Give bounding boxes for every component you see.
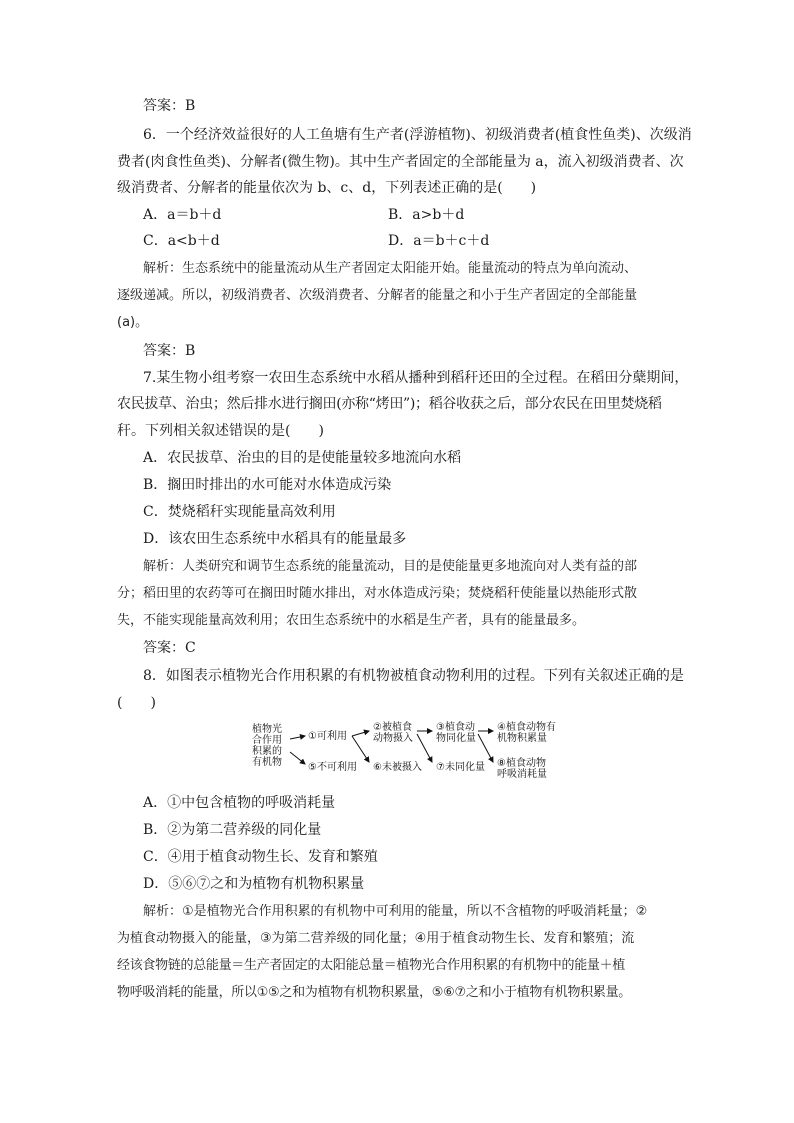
q6-explanation-3: (a)。: [117, 315, 149, 330]
q6-explanation-1: 解析：生态系统中的能量流动从生产者固定太阳能开始。能量流动的特点为单向流动、: [143, 261, 638, 276]
diagram-node-ingested-2: 动物摄入: [373, 733, 413, 744]
q7-explanation-3: 失，不能实现能量高效利用；农田生态系统中的水稻是生产者，具有的能量最多。: [117, 613, 586, 628]
diagram-source-4: 有机物: [252, 757, 282, 768]
q7-explanation-2: 分；稻田里的农药等可在搁田时随水排出，对水体造成污染；焚烧稻秆使能量以热能形式散: [117, 586, 638, 601]
q6-explanation-2: 逐级递减。所以，初级消费者、次级消费者、分解者的能量之和小于生产者固定的全部能量: [117, 288, 638, 303]
q8-option-a: A．①中包含植物的呼吸消耗量: [143, 795, 336, 811]
q6-line-1: 6．一个经济效益很好的人工鱼塘有生产者(浮游植物)、初级消费者(植食性鱼类)、次级消: [143, 127, 692, 143]
arrow-to-unusable: [290, 752, 305, 764]
q6-option-b: B．a>b＋d: [388, 207, 465, 223]
arrow-to-not-ingested: [352, 736, 369, 762]
q7-option-d: D．该农田生态系统中水稻具有的能量最多: [143, 531, 407, 547]
diagram-node-not-assimilated: ⑦未同化量: [436, 762, 485, 773]
diagram-node-respiration-1: ⑧植食动物: [497, 758, 546, 769]
diagram-node-accumulated-2: 机物积累量: [497, 733, 547, 744]
q7-line-3: 秆。下列相关叙述错误的是( ): [117, 423, 324, 439]
q7-option-a: A．农民拔草、治虫的目的是使能量较多地流向水稻: [143, 450, 462, 466]
q8-explanation-1: 解析：①是植物光合作用积累的有机物中可利用的能量，所以不含植物的呼吸消耗量；②: [143, 904, 648, 919]
q7-option-c: C．焚烧稻秆实现能量高效利用: [143, 504, 336, 520]
q7-line-1: 7.某生物小组考察一农田生态系统中水稻从播种到稻秆还田的全过程。在稻田分蘖期间，: [143, 370, 689, 386]
arrow-to-usable: [290, 736, 305, 739]
arrow-to-not-assimilated: [417, 734, 432, 762]
q8-option-d: D．⑤⑥⑦之和为植物有机物积累量: [143, 876, 365, 892]
q7-option-b: B．搁田时排出的水可能对水体造成污染: [143, 477, 392, 493]
q8-line-1: 8．如图表示植物光合作用积累的有机物被植食动物利用的过程。下列有关叙述正确的是: [143, 668, 684, 684]
q6-line-3: 级消费者、分解者的能量依次为 b、c、d，下列表述正确的是( ): [117, 180, 537, 196]
diagram-node-respiration-2: 呼吸消耗量: [497, 769, 547, 780]
q8-option-c: C．④用于植食动物生长、发育和繁殖: [143, 849, 378, 865]
diagram-node-assimilated-2: 物同化量: [436, 733, 476, 744]
arrow-to-respiration: [478, 734, 493, 762]
diagram-node-usable: ①可利用: [308, 731, 347, 742]
q8-explanation-4: 物呼吸消耗的能量，所以①⑤之和为植物有机物积累量，⑤⑥⑦之和小于植物有机物积累量。: [117, 985, 631, 1000]
q7-line-2: 农民拔草、治虫；然后排水进行搁田(亦称“烤田”)；稻谷收获之后，部分农民在田里焚烧稻: [117, 396, 662, 412]
q7-explanation-1: 解析：人类研究和调节生态系统的能量流动，目的是使能量更多地流向对人类有益的部: [143, 559, 638, 574]
diagram-node-ingested-1: ②被植食: [373, 722, 412, 733]
energy-flow-diagram: [252, 722, 572, 782]
diagram-source-3: 积累的: [252, 746, 282, 757]
q6-option-d: D．a＝b＋c＋d: [388, 233, 490, 249]
q6-line-2: 费者(肉食性鱼类)、分解者(微生物)。其中生产者固定的全部能量为 a，流入初级消费者、次: [117, 154, 684, 170]
diagram-node-accumulated-1: ④植食动物有: [497, 722, 556, 733]
arrow-to-ingested: [352, 731, 369, 736]
diagram-node-unusable: ⑤不可利用: [308, 762, 357, 773]
diagram-source-2: 合作用: [252, 735, 282, 746]
q6-option-c: C．a<b＋d: [143, 233, 220, 249]
answer-2: 答案：B: [143, 343, 196, 359]
answer-1: 答案：B: [143, 98, 196, 114]
q8-option-b: B．②为第二营养级的同化量: [143, 822, 322, 838]
q6-option-a: A．a＝b＋d: [143, 207, 222, 223]
diagram-node-not-ingested: ⑥未被摄入: [373, 762, 422, 773]
diagram-source-1: 植物光: [252, 724, 282, 735]
answer-3: 答案：C: [143, 640, 196, 656]
q8-line-2: ( ): [117, 695, 156, 711]
q8-explanation-2: 为植食动物摄入的能量，③为第二营养级的同化量；④用于植食动物生长、发育和繁殖；流: [117, 931, 635, 946]
q8-explanation-3: 经该食物链的总能量＝生产者固定的太阳能总量＝植物光合作用积累的有机物中的能量＋植: [117, 958, 626, 973]
diagram-node-assimilated-1: ③植食动: [436, 722, 475, 733]
